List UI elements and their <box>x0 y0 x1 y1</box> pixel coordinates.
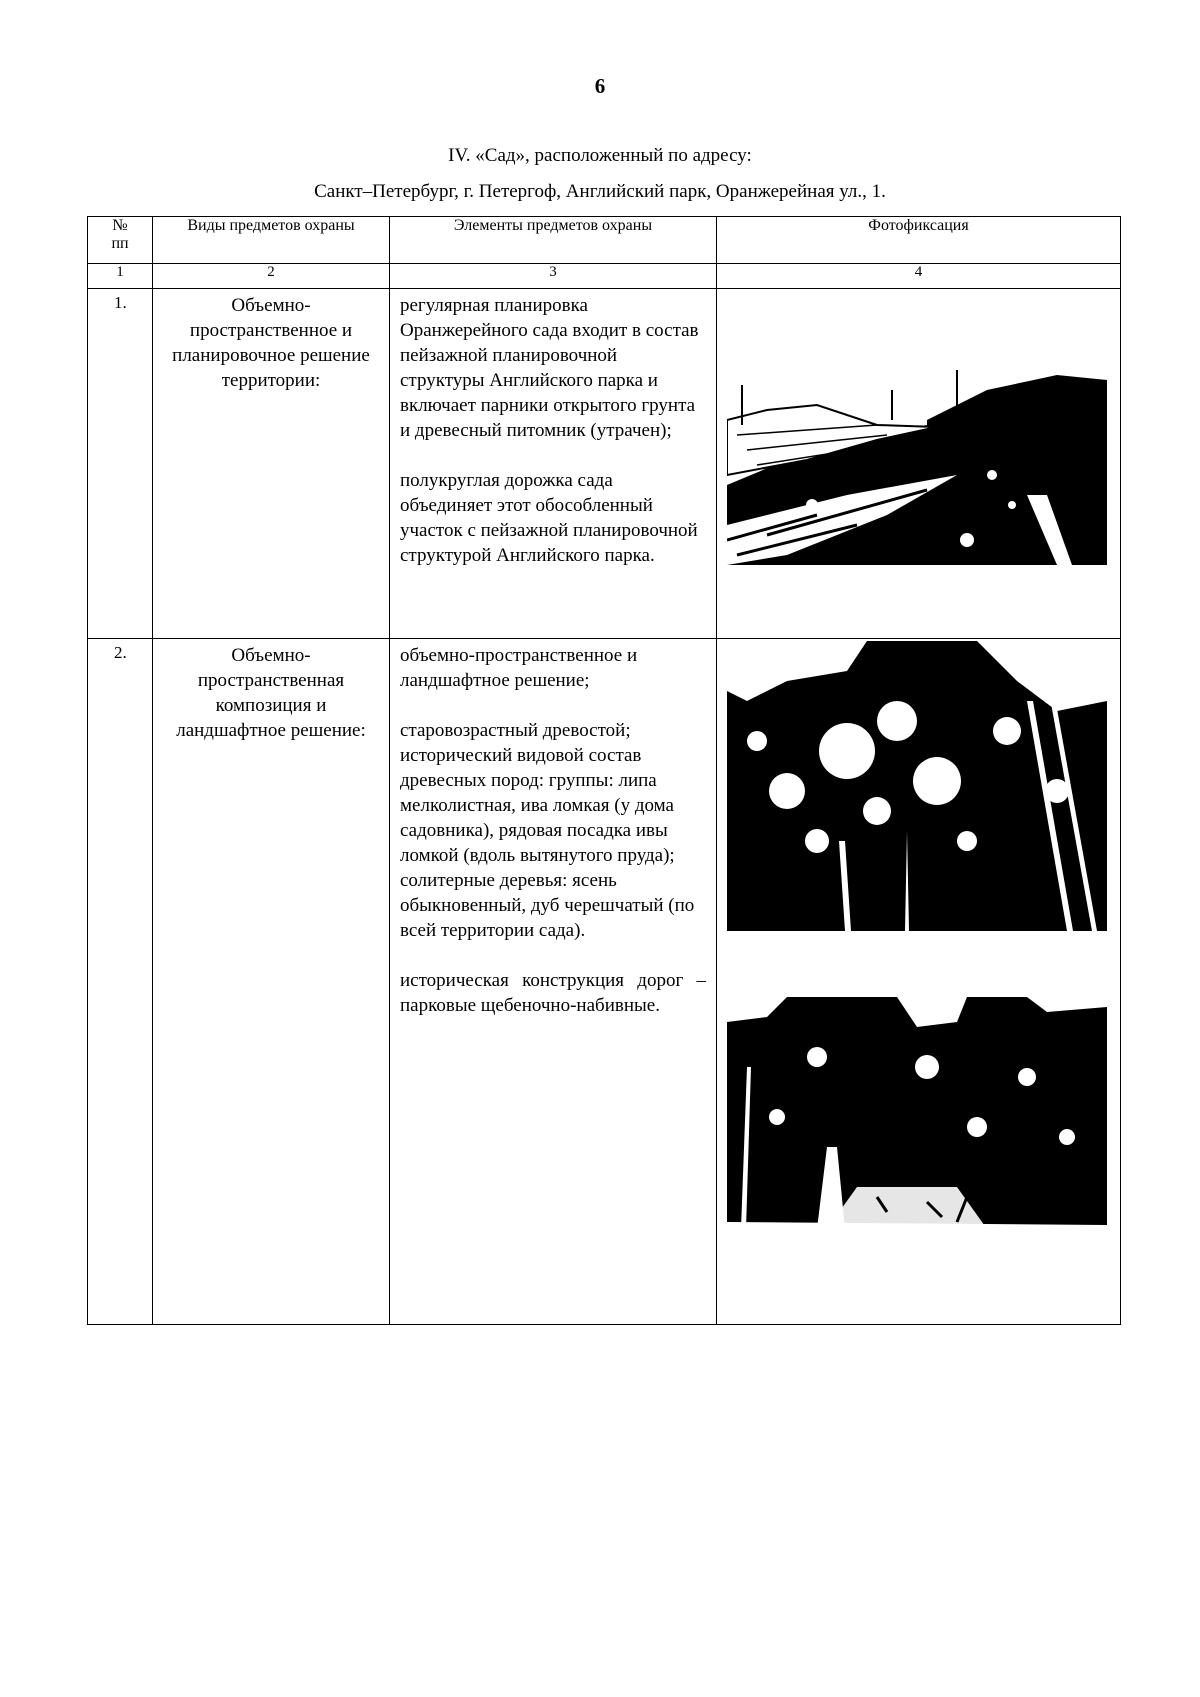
column-index: 1 <box>88 264 153 289</box>
column-index-row <box>88 264 1121 289</box>
header-num-label: № <box>112 217 128 234</box>
element-text: историческая конструкция дорог – парковые щебеночно-набивные. <box>400 970 706 1016</box>
header-photo: Фотофиксация <box>717 217 1121 264</box>
section-heading: IV. «Сад», расположенный по адресу: <box>448 145 752 166</box>
protection-type: Объемно-пространственное и планировочное решение территории: <box>153 289 390 639</box>
element-text: старовозрастный древостой; исторический видовой состав древесных пород: группы: липа мелколистная, ива ломкая (у дома садовника), рядовая посадка ивы ломкой (вдоль вытянутого пруда); солитерные деревья: ясень обыкновенный, дуб черешчатый (по всей территории сада). <box>400 720 695 941</box>
photo-cell <box>717 289 1121 639</box>
header-num <box>88 217 153 264</box>
element-text: регулярная планировка Оранжерейного сада входит в состав пейзажной планировочной структуры Английского парка и включает парники открытого грунта и древесный питомник (утрачен); <box>400 295 699 441</box>
table-row <box>88 639 1121 1325</box>
element-text: объемно-пространственное и ландшафтное решение; <box>400 645 638 691</box>
column-index: 3 <box>390 264 717 289</box>
page-number: 6 <box>594 74 606 98</box>
row-number: 1. <box>88 289 153 639</box>
protection-elements <box>390 639 717 1325</box>
table-header-row <box>88 217 1121 264</box>
photo-cell <box>717 639 1121 1325</box>
old-trees-photo <box>727 641 1107 931</box>
protection-table <box>87 216 1121 1325</box>
element-text: полукруглая дорожка сада объединяет этот обособленный участок с пейзажной планировочной структурой Английского парка. <box>400 470 698 566</box>
address-line: Санкт–Петербург, г. Петергоф, Английский парк, Оранжерейная ул., 1. <box>314 181 886 202</box>
table-row <box>88 289 1121 639</box>
header-num-sub: пп <box>111 235 129 252</box>
header-types: Виды предметов охраны <box>153 217 390 264</box>
garden-trees-photo <box>727 997 1107 1229</box>
header-elements: Элементы предметов охраны <box>390 217 717 264</box>
protection-elements <box>390 289 717 639</box>
garden-path-photo <box>727 365 1107 565</box>
row-number: 2. <box>88 639 153 1325</box>
protection-type: Объемно-пространственная композиция и ландшафтное решение: <box>153 639 390 1325</box>
column-index: 2 <box>153 264 390 289</box>
column-index: 4 <box>717 264 1121 289</box>
